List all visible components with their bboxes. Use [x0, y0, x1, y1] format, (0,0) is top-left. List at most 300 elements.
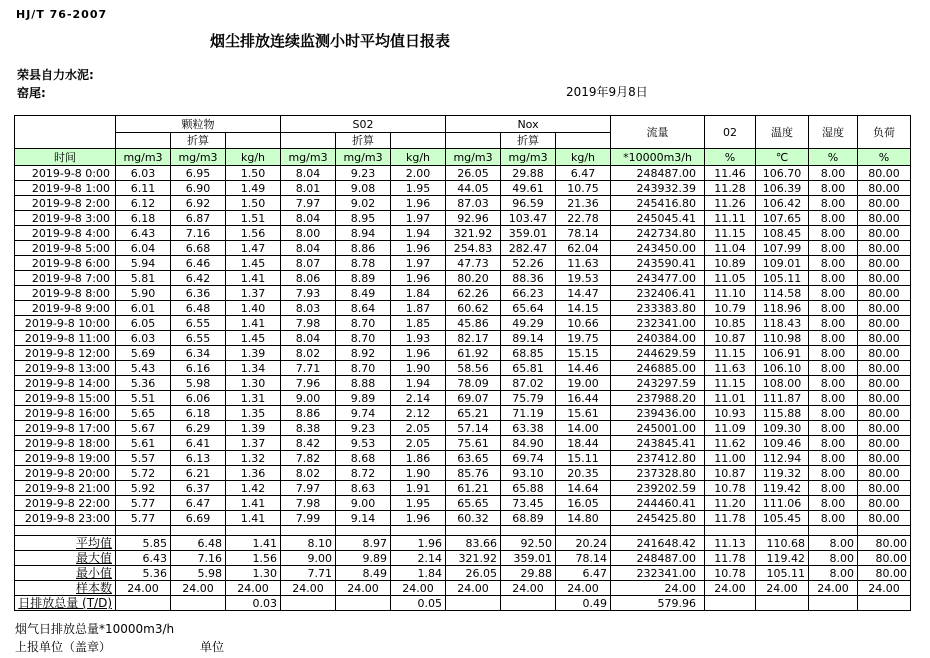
table-row	[15, 241, 911, 256]
value-cell: 1.96	[391, 241, 446, 256]
value-cell: 5.81	[116, 271, 171, 286]
value-cell: 1.45	[226, 331, 281, 346]
unit-cell: kg/h	[556, 149, 611, 166]
value-cell: 80.00	[858, 181, 911, 196]
value-cell: 80.00	[858, 466, 911, 481]
table-row	[15, 511, 911, 526]
summary-value-cell: 24.00	[809, 581, 858, 596]
value-cell: 21.36	[556, 196, 611, 211]
converted-label: 折算	[501, 133, 556, 149]
table-body	[15, 166, 911, 611]
summary-value-cell: 24.00	[556, 581, 611, 596]
header-row-groups	[15, 116, 911, 133]
value-cell: 1.94	[391, 226, 446, 241]
value-cell: 80.00	[858, 496, 911, 511]
value-cell: 9.02	[336, 196, 391, 211]
value-cell: 8.89	[336, 271, 391, 286]
value-cell: 8.00	[809, 511, 858, 526]
group-nox: Nox	[446, 116, 611, 133]
value-cell: 58.56	[446, 361, 501, 376]
value-cell: 237412.80	[611, 451, 705, 466]
value-cell: 10.75	[556, 181, 611, 196]
value-cell: 6.43	[116, 226, 171, 241]
summary-value-cell	[281, 596, 336, 611]
summary-value-cell: 1.41	[226, 536, 281, 551]
value-cell: 7.16	[171, 226, 226, 241]
value-cell: 11.11	[705, 211, 756, 226]
table-row	[15, 211, 911, 226]
monitor-point: 窑尾:	[17, 86, 46, 100]
summary-value-cell: 5.36	[116, 566, 171, 581]
summary-value-cell	[501, 596, 556, 611]
standard-code: HJ/T 76-2007	[16, 8, 108, 21]
time-cell: 2019-9-8 7:00	[15, 271, 116, 286]
value-cell: 107.99	[756, 241, 809, 256]
value-cell: 110.98	[756, 331, 809, 346]
value-cell: 8.00	[809, 316, 858, 331]
value-cell: 80.00	[858, 436, 911, 451]
time-cell: 2019-9-8 15:00	[15, 391, 116, 406]
value-cell: 7.93	[281, 286, 336, 301]
summary-value-cell: 579.96	[611, 596, 705, 611]
summary-value-cell	[336, 596, 391, 611]
group-particulate: 颗粒物	[116, 116, 281, 133]
value-cell: 1.96	[391, 346, 446, 361]
value-cell: 11.28	[705, 181, 756, 196]
value-cell: 65.21	[446, 406, 501, 421]
summary-value-cell: 6.43	[116, 551, 171, 566]
value-cell: 1.32	[226, 451, 281, 466]
value-cell: 245045.41	[611, 211, 705, 226]
value-cell: 6.47	[556, 166, 611, 181]
value-cell: 243450.00	[611, 241, 705, 256]
value-cell: 71.19	[501, 406, 556, 421]
value-cell: 2.12	[391, 406, 446, 421]
value-cell: 2.05	[391, 436, 446, 451]
empty-cell	[226, 133, 281, 149]
summary-value-cell: 0.05	[391, 596, 446, 611]
flue-gas-total-label: 烟气日排放总量*10000m3/h	[15, 622, 175, 636]
value-cell: 19.00	[556, 376, 611, 391]
value-cell: 80.20	[446, 271, 501, 286]
value-cell: 6.68	[171, 241, 226, 256]
unit-cell: %	[858, 149, 911, 166]
unit-cell: %	[809, 149, 858, 166]
value-cell: 80.00	[858, 241, 911, 256]
value-cell: 6.55	[171, 331, 226, 346]
value-cell: 80.00	[858, 286, 911, 301]
empty-cell	[281, 133, 336, 149]
summary-value-cell: 24.00	[171, 581, 226, 596]
value-cell: 65.65	[446, 496, 501, 511]
value-cell: 6.03	[116, 331, 171, 346]
value-cell: 49.61	[501, 181, 556, 196]
summary-value-cell: 24.00	[446, 581, 501, 596]
value-cell: 1.41	[226, 496, 281, 511]
converted-label: 折算	[171, 133, 226, 149]
empty-cell	[391, 133, 446, 149]
value-cell: 1.95	[391, 496, 446, 511]
empty-cell	[446, 133, 501, 149]
value-cell: 8.00	[809, 496, 858, 511]
summary-value-cell: 24.00	[705, 581, 756, 596]
time-cell: 2019-9-8 11:00	[15, 331, 116, 346]
table-row	[15, 286, 911, 301]
time-cell: 2019-9-8 18:00	[15, 436, 116, 451]
header-row-units	[15, 149, 911, 166]
unit-cell: mg/m3	[446, 149, 501, 166]
table-row	[15, 361, 911, 376]
value-cell: 118.96	[756, 301, 809, 316]
summary-value-cell: 9.89	[336, 551, 391, 566]
value-cell: 8.04	[281, 166, 336, 181]
summary-value-cell: 8.00	[809, 566, 858, 581]
value-cell: 44.05	[446, 181, 501, 196]
value-cell: 114.58	[756, 286, 809, 301]
summary-row	[15, 566, 911, 581]
value-cell: 11.78	[705, 511, 756, 526]
value-cell: 233383.80	[611, 301, 705, 316]
value-cell: 80.00	[858, 511, 911, 526]
time-cell: 2019-9-8 20:00	[15, 466, 116, 481]
value-cell: 1.41	[226, 316, 281, 331]
value-cell: 15.11	[556, 451, 611, 466]
value-cell: 61.21	[446, 481, 501, 496]
value-cell: 8.00	[809, 466, 858, 481]
value-cell: 75.61	[446, 436, 501, 451]
summary-value-cell: 92.50	[501, 536, 556, 551]
table-row	[15, 376, 911, 391]
corner-cell	[15, 116, 116, 149]
time-cell: 2019-9-8 21:00	[15, 481, 116, 496]
reporting-unit-label: 上报单位（盖章）	[15, 640, 112, 654]
value-cell: 239202.59	[611, 481, 705, 496]
value-cell: 80.00	[858, 331, 911, 346]
table-row	[15, 481, 911, 496]
value-cell: 9.23	[336, 166, 391, 181]
value-cell: 8.86	[281, 406, 336, 421]
value-cell: 1.96	[391, 271, 446, 286]
summary-value-cell: 29.88	[501, 566, 556, 581]
value-cell: 1.30	[226, 376, 281, 391]
value-cell: 6.46	[171, 256, 226, 271]
time-cell: 2019-9-8 4:00	[15, 226, 116, 241]
table-row	[15, 346, 911, 361]
value-cell: 8.49	[336, 286, 391, 301]
value-cell: 11.26	[705, 196, 756, 211]
value-cell: 63.65	[446, 451, 501, 466]
report-date: 2019年9月8日	[566, 85, 648, 99]
value-cell: 10.85	[705, 316, 756, 331]
value-cell: 11.10	[705, 286, 756, 301]
value-cell: 8.01	[281, 181, 336, 196]
summary-value-cell: 321.92	[446, 551, 501, 566]
value-cell: 5.36	[116, 376, 171, 391]
value-cell: 1.39	[226, 421, 281, 436]
value-cell: 8.68	[336, 451, 391, 466]
value-cell: 9.00	[336, 496, 391, 511]
value-cell: 80.00	[858, 256, 911, 271]
table-row	[15, 466, 911, 481]
value-cell: 8.00	[809, 181, 858, 196]
value-cell: 62.26	[446, 286, 501, 301]
value-cell: 84.90	[501, 436, 556, 451]
empty-cell	[446, 526, 501, 536]
value-cell: 8.04	[281, 241, 336, 256]
empty-cell	[556, 133, 611, 149]
value-cell: 14.00	[556, 421, 611, 436]
value-cell: 239436.00	[611, 406, 705, 421]
value-cell: 8.07	[281, 256, 336, 271]
value-cell: 6.42	[171, 271, 226, 286]
summary-value-cell: 11.78	[705, 551, 756, 566]
value-cell: 10.87	[705, 331, 756, 346]
empty-cell	[556, 526, 611, 536]
value-cell: 52.26	[501, 256, 556, 271]
value-cell: 1.85	[391, 316, 446, 331]
value-cell: 57.14	[446, 421, 501, 436]
summary-value-cell: 119.42	[756, 551, 809, 566]
value-cell: 10.89	[705, 256, 756, 271]
empty-cell	[15, 526, 116, 536]
summary-value-cell: 24.00	[116, 581, 171, 596]
value-cell: 9.89	[336, 391, 391, 406]
value-cell: 1.42	[226, 481, 281, 496]
summary-value-cell: 1.30	[226, 566, 281, 581]
value-cell: 246885.00	[611, 361, 705, 376]
value-cell: 243297.59	[611, 376, 705, 391]
value-cell: 5.98	[171, 376, 226, 391]
summary-value-cell: 20.24	[556, 536, 611, 551]
value-cell: 11.05	[705, 271, 756, 286]
value-cell: 80.00	[858, 166, 911, 181]
table-row	[15, 496, 911, 511]
company-name: 荣县自力水泥:	[17, 68, 94, 82]
value-cell: 14.47	[556, 286, 611, 301]
value-cell: 11.15	[705, 376, 756, 391]
value-cell: 73.45	[501, 496, 556, 511]
value-cell: 22.78	[556, 211, 611, 226]
value-cell: 8.00	[809, 421, 858, 436]
value-cell: 1.97	[391, 211, 446, 226]
value-cell: 1.56	[226, 226, 281, 241]
summary-value-cell: 9.00	[281, 551, 336, 566]
value-cell: 10.79	[705, 301, 756, 316]
summary-value-cell: 24.00	[756, 581, 809, 596]
summary-value-cell: 0.49	[556, 596, 611, 611]
value-cell: 15.61	[556, 406, 611, 421]
value-cell: 80.00	[858, 391, 911, 406]
value-cell: 11.04	[705, 241, 756, 256]
summary-row	[15, 551, 911, 566]
time-cell: 2019-9-8 5:00	[15, 241, 116, 256]
value-cell: 112.94	[756, 451, 809, 466]
value-cell: 80.00	[858, 361, 911, 376]
value-cell: 1.97	[391, 256, 446, 271]
time-cell: 2019-9-8 16:00	[15, 406, 116, 421]
value-cell: 6.37	[171, 481, 226, 496]
value-cell: 237988.20	[611, 391, 705, 406]
value-cell: 11.20	[705, 496, 756, 511]
group-so2: S02	[281, 116, 446, 133]
value-cell: 8.38	[281, 421, 336, 436]
empty-cell	[226, 526, 281, 536]
table-row	[15, 166, 911, 181]
spacer-row	[15, 526, 911, 536]
value-cell: 49.29	[501, 316, 556, 331]
value-cell: 80.00	[858, 406, 911, 421]
value-cell: 60.62	[446, 301, 501, 316]
value-cell: 1.90	[391, 466, 446, 481]
summary-value-cell: 8.10	[281, 536, 336, 551]
summary-value-cell: 24.00	[281, 581, 336, 596]
value-cell: 8.70	[336, 331, 391, 346]
monitoring-table	[14, 115, 911, 611]
time-cell: 2019-9-8 3:00	[15, 211, 116, 226]
value-cell: 8.72	[336, 466, 391, 481]
value-cell: 2.14	[391, 391, 446, 406]
empty-cell	[858, 526, 911, 536]
value-cell: 10.78	[705, 481, 756, 496]
value-cell: 8.64	[336, 301, 391, 316]
table-row	[15, 421, 911, 436]
value-cell: 109.30	[756, 421, 809, 436]
summary-value-cell: 241648.42	[611, 536, 705, 551]
value-cell: 8.00	[809, 241, 858, 256]
value-cell: 8.02	[281, 466, 336, 481]
value-cell: 8.00	[809, 226, 858, 241]
summary-value-cell: 10.78	[705, 566, 756, 581]
value-cell: 1.95	[391, 181, 446, 196]
value-cell: 7.99	[281, 511, 336, 526]
value-cell: 16.44	[556, 391, 611, 406]
unit-label: 单位	[200, 640, 225, 654]
value-cell: 14.80	[556, 511, 611, 526]
value-cell: 16.05	[556, 496, 611, 511]
value-cell: 6.41	[171, 436, 226, 451]
value-cell: 11.46	[705, 166, 756, 181]
value-cell: 7.97	[281, 481, 336, 496]
value-cell: 8.95	[336, 211, 391, 226]
value-cell: 66.23	[501, 286, 556, 301]
value-cell: 9.23	[336, 421, 391, 436]
summary-value-cell: 7.16	[171, 551, 226, 566]
value-cell: 108.45	[756, 226, 809, 241]
summary-value-cell: 80.00	[858, 566, 911, 581]
value-cell: 2.05	[391, 421, 446, 436]
value-cell: 7.82	[281, 451, 336, 466]
value-cell: 105.45	[756, 511, 809, 526]
value-cell: 80.00	[858, 196, 911, 211]
time-cell: 2019-9-8 2:00	[15, 196, 116, 211]
summary-value-cell: 24.00	[336, 581, 391, 596]
value-cell: 80.00	[858, 211, 911, 226]
value-cell: 5.51	[116, 391, 171, 406]
value-cell: 5.77	[116, 496, 171, 511]
value-cell: 93.10	[501, 466, 556, 481]
summary-label: 最大值	[15, 551, 116, 566]
value-cell: 89.14	[501, 331, 556, 346]
value-cell: 87.03	[446, 196, 501, 211]
value-cell: 8.00	[809, 211, 858, 226]
value-cell: 65.81	[501, 361, 556, 376]
value-cell: 8.02	[281, 346, 336, 361]
value-cell: 96.59	[501, 196, 556, 211]
summary-value-cell: 0.03	[226, 596, 281, 611]
value-cell: 11.01	[705, 391, 756, 406]
summary-row	[15, 536, 911, 551]
value-cell: 8.00	[809, 301, 858, 316]
value-cell: 15.15	[556, 346, 611, 361]
summary-value-cell: 24.00	[226, 581, 281, 596]
value-cell: 80.00	[858, 451, 911, 466]
value-cell: 11.15	[705, 226, 756, 241]
value-cell: 80.00	[858, 421, 911, 436]
value-cell: 5.67	[116, 421, 171, 436]
value-cell: 8.06	[281, 271, 336, 286]
value-cell: 1.40	[226, 301, 281, 316]
value-cell: 6.11	[116, 181, 171, 196]
time-cell: 2019-9-8 19:00	[15, 451, 116, 466]
unit-cell: kg/h	[391, 149, 446, 166]
empty-cell	[391, 526, 446, 536]
value-cell: 6.47	[171, 496, 226, 511]
value-cell: 87.02	[501, 376, 556, 391]
summary-value-cell: 6.47	[556, 566, 611, 581]
empty-cell	[501, 526, 556, 536]
value-cell: 1.34	[226, 361, 281, 376]
summary-value-cell: 1.96	[391, 536, 446, 551]
value-cell: 8.63	[336, 481, 391, 496]
value-cell: 1.39	[226, 346, 281, 361]
value-cell: 8.00	[809, 436, 858, 451]
value-cell: 60.32	[446, 511, 501, 526]
value-cell: 6.34	[171, 346, 226, 361]
value-cell: 7.97	[281, 196, 336, 211]
value-cell: 5.92	[116, 481, 171, 496]
value-cell: 6.06	[171, 391, 226, 406]
value-cell: 107.65	[756, 211, 809, 226]
summary-value-cell	[809, 596, 858, 611]
value-cell: 240384.00	[611, 331, 705, 346]
value-cell: 8.00	[809, 346, 858, 361]
value-cell: 6.92	[171, 196, 226, 211]
value-cell: 1.45	[226, 256, 281, 271]
summary-label: 平均值	[15, 536, 116, 551]
value-cell: 18.44	[556, 436, 611, 451]
value-cell: 92.96	[446, 211, 501, 226]
value-cell: 111.06	[756, 496, 809, 511]
value-cell: 78.14	[556, 226, 611, 241]
col-flow: 流量	[611, 116, 705, 149]
value-cell: 8.00	[809, 271, 858, 286]
unit-cell: ℃	[756, 149, 809, 166]
time-cell: 2019-9-8 10:00	[15, 316, 116, 331]
value-cell: 6.13	[171, 451, 226, 466]
table-row	[15, 451, 911, 466]
value-cell: 63.38	[501, 421, 556, 436]
value-cell: 11.15	[705, 346, 756, 361]
value-cell: 11.62	[705, 436, 756, 451]
value-cell: 8.00	[809, 451, 858, 466]
unit-cell: *10000m3/h	[611, 149, 705, 166]
value-cell: 6.18	[171, 406, 226, 421]
value-cell: 6.01	[116, 301, 171, 316]
value-cell: 47.73	[446, 256, 501, 271]
table-row	[15, 436, 911, 451]
value-cell: 8.00	[809, 196, 858, 211]
value-cell: 19.53	[556, 271, 611, 286]
